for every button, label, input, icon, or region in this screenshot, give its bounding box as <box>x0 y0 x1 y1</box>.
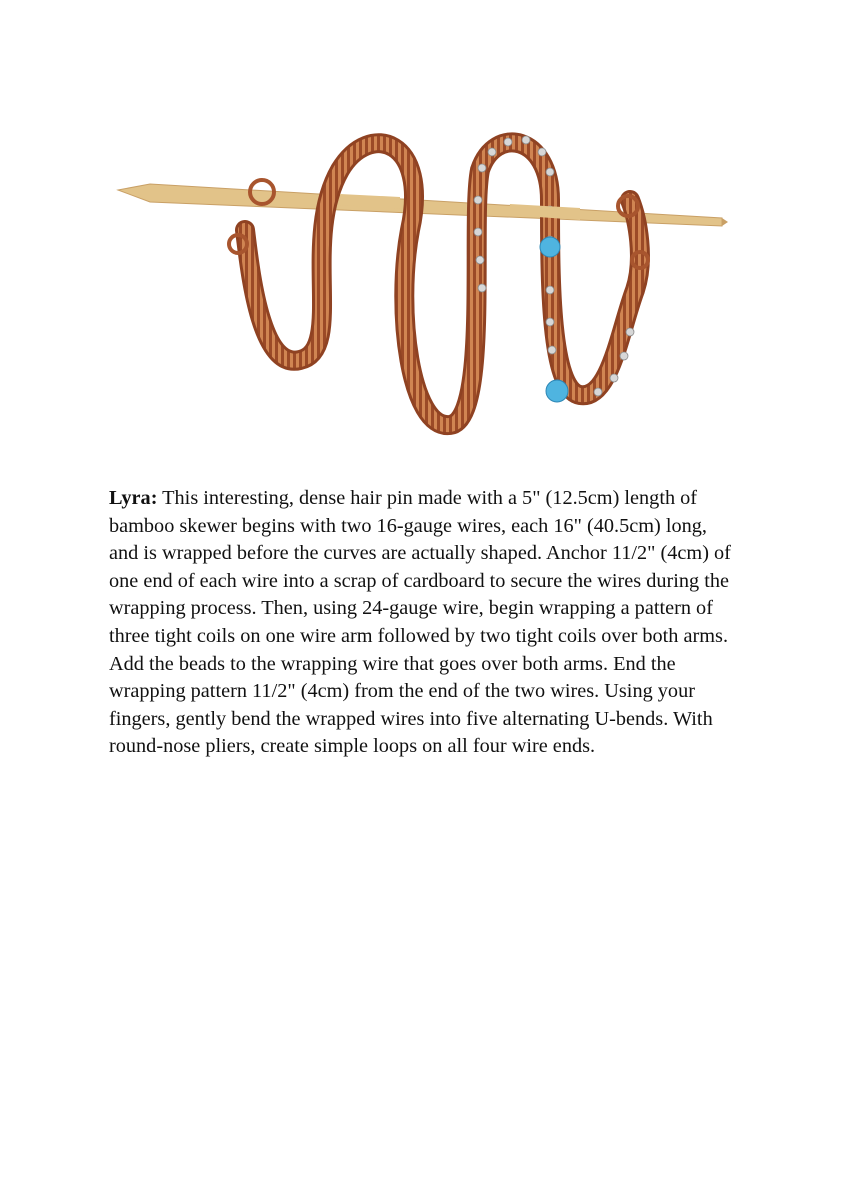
article-paragraph <box>109 485 739 761</box>
wrapped-wire-serpentine <box>245 142 640 425</box>
turquoise-bead <box>540 237 560 257</box>
wire-wrapped-hair-pin-icon <box>110 110 730 460</box>
turquoise-bead <box>546 380 568 402</box>
article-lead: Lyra: <box>109 487 158 509</box>
hair-pin-photo <box>110 110 730 460</box>
article-body: This interesting, dense hair pin made with a 5" (12.5cm) length of bamboo skewer begins with two 16-gauge wires, each 16" (40.5cm) long, and is wrapped before the curves are actually shaped. Anchor 11/2" (4cm) of one end of each wire into a scrap of cardboard to secure the wires during the wrapping process. Then, using 24-gauge wire, begin wrapping a pattern of three tight coils on one wire arm followed by two tight coils over both arms. Add the beads to the wrapping wire that goes over both arms. End the wrapping pattern 11/2" (4cm) from the end of the two wires. Using your fingers, gently bend the wrapped wires into five alternating U-bends. With round-nose pliers, create simple loops on all four wire ends. <box>109 487 731 758</box>
